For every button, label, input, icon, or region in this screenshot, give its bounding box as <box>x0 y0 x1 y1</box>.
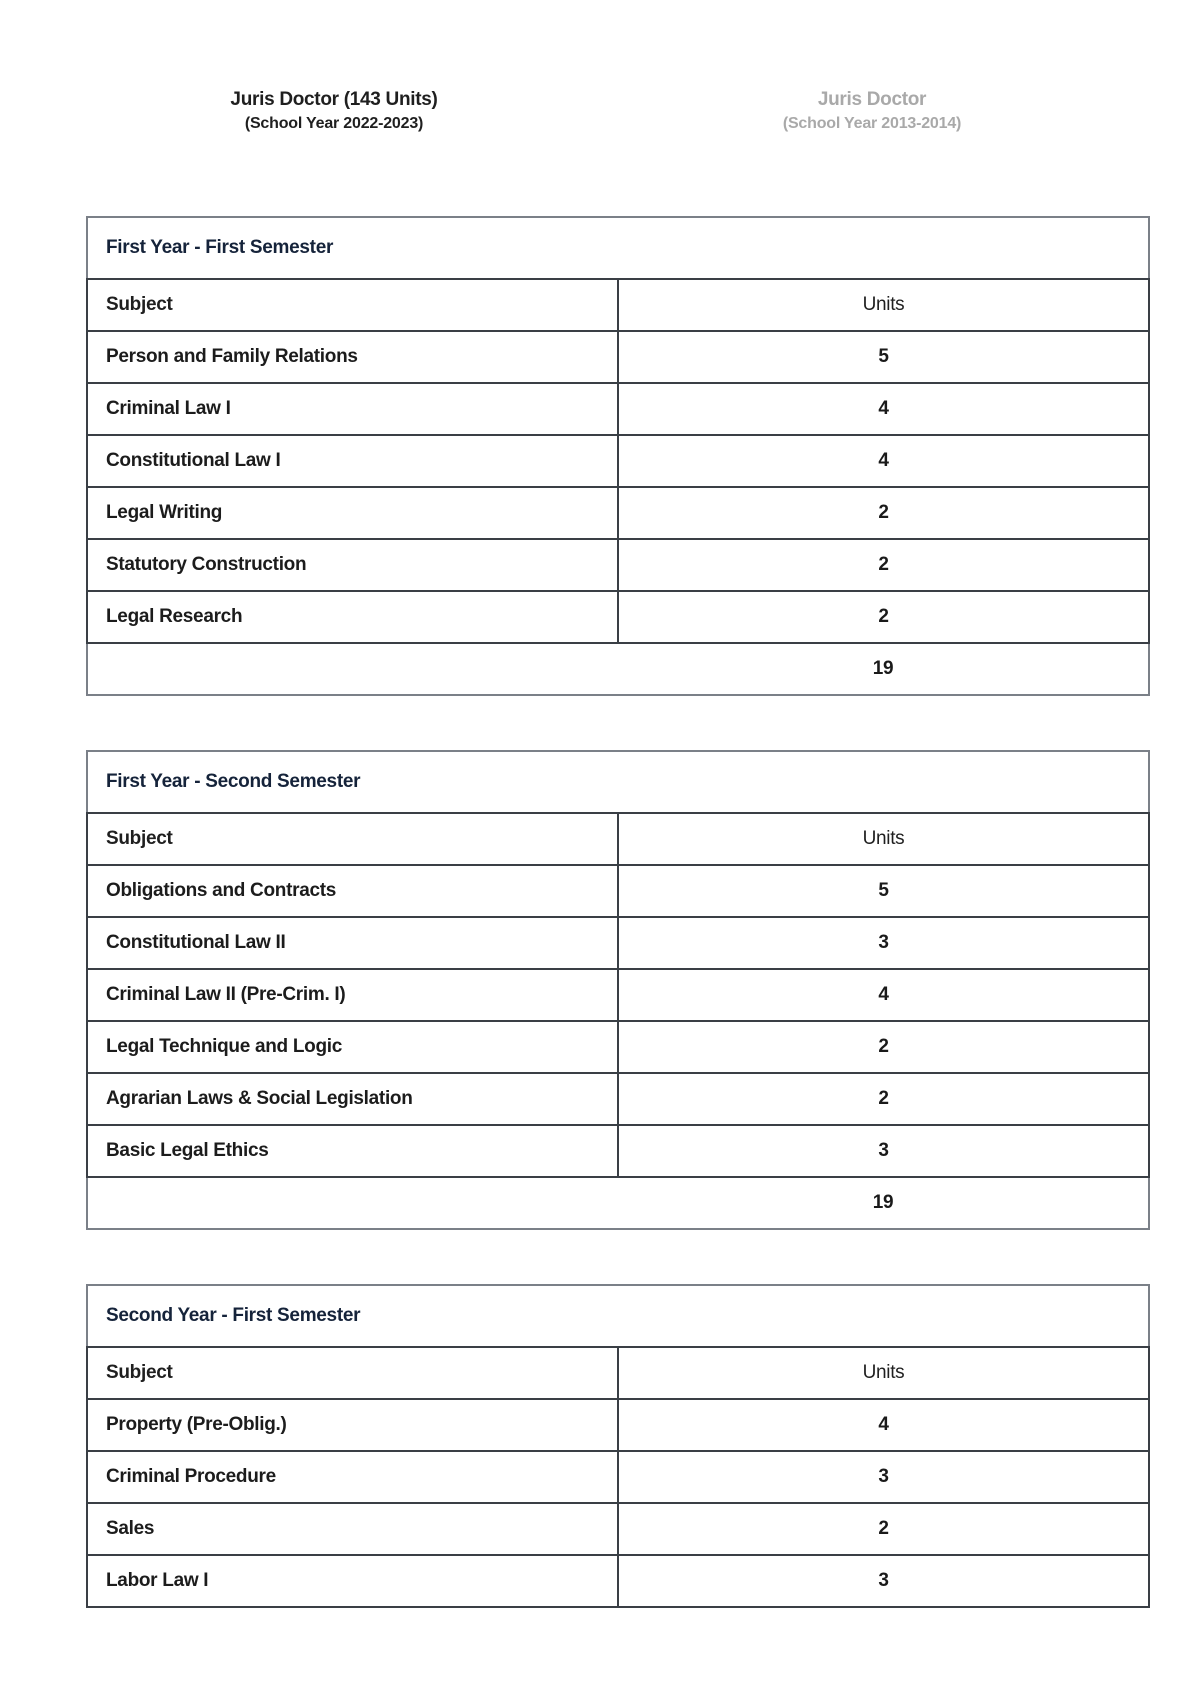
table-row <box>87 591 1149 643</box>
total-units: 19 <box>618 1177 1149 1229</box>
semester-title: Second Year - First Semester <box>87 1285 1149 1347</box>
units-cell: 4 <box>618 1399 1149 1451</box>
subject-cell: Legal Technique and Logic <box>87 1021 618 1073</box>
total-units: 19 <box>618 643 1149 695</box>
units-cell: 3 <box>618 1451 1149 1503</box>
units-cell: 2 <box>618 539 1149 591</box>
total-row <box>87 1177 1149 1229</box>
subject-cell: Constitutional Law II <box>87 917 618 969</box>
tab-subtitle: (School Year 2022-2023) <box>244 115 424 132</box>
total-label-cell <box>87 643 618 695</box>
tab-title: Juris Doctor <box>817 89 927 110</box>
table-row <box>87 435 1149 487</box>
units-column-header: Units <box>618 279 1149 331</box>
units-cell: 4 <box>618 969 1149 1021</box>
table-row <box>87 1125 1149 1177</box>
semester-title: First Year - First Semester <box>87 217 1149 279</box>
subject-cell: Legal Writing <box>87 487 618 539</box>
table-row <box>87 1021 1149 1073</box>
subject-cell: Obligations and Contracts <box>87 865 618 917</box>
table-row <box>87 1073 1149 1125</box>
units-cell: 5 <box>618 331 1149 383</box>
tab-title: Juris Doctor (143 Units) <box>230 89 438 110</box>
subject-column-header: Subject <box>87 813 618 865</box>
table-row <box>87 917 1149 969</box>
table-row <box>87 1399 1149 1451</box>
subject-cell: Sales <box>87 1503 618 1555</box>
units-cell: 2 <box>618 487 1149 539</box>
units-cell: 4 <box>618 435 1149 487</box>
table-row <box>87 865 1149 917</box>
units-cell: 2 <box>618 1021 1149 1073</box>
units-cell: 4 <box>618 383 1149 435</box>
table-row <box>87 1451 1149 1503</box>
subject-cell: Agrarian Laws & Social Legislation <box>87 1073 618 1125</box>
subject-cell: Criminal Law I <box>87 383 618 435</box>
tab-jd-2013-2014[interactable] <box>672 86 1072 135</box>
units-cell: 3 <box>618 1555 1149 1607</box>
units-cell: 2 <box>618 1073 1149 1125</box>
table-row <box>87 1555 1149 1607</box>
subject-cell: Labor Law I <box>87 1555 618 1607</box>
curriculum-tabs <box>0 86 1200 146</box>
subject-column-header: Subject <box>87 1347 618 1399</box>
units-column-header: Units <box>618 1347 1149 1399</box>
units-cell: 5 <box>618 865 1149 917</box>
total-row <box>87 643 1149 695</box>
subject-cell: Statutory Construction <box>87 539 618 591</box>
subject-cell: Property (Pre-Oblig.) <box>87 1399 618 1451</box>
subject-cell: Person and Family Relations <box>87 331 618 383</box>
subject-cell: Basic Legal Ethics <box>87 1125 618 1177</box>
tab-subtitle: (School Year 2013-2014) <box>782 115 962 132</box>
tab-jd-2022-2023[interactable] <box>134 86 534 135</box>
units-cell: 3 <box>618 917 1149 969</box>
table-row <box>87 383 1149 435</box>
table-row <box>87 331 1149 383</box>
units-column-header: Units <box>618 813 1149 865</box>
semester-title: First Year - Second Semester <box>87 751 1149 813</box>
table-row <box>87 969 1149 1021</box>
semester-table-second-year-first-sem <box>86 1284 1150 1608</box>
table-row <box>87 539 1149 591</box>
units-cell: 2 <box>618 591 1149 643</box>
total-label-cell <box>87 1177 618 1229</box>
subject-cell: Constitutional Law I <box>87 435 618 487</box>
subject-cell: Criminal Law II (Pre-Crim. I) <box>87 969 618 1021</box>
semester-table-first-year-first-sem <box>86 216 1150 696</box>
units-cell: 3 <box>618 1125 1149 1177</box>
semester-table-first-year-second-sem <box>86 750 1150 1230</box>
table-row <box>87 1503 1149 1555</box>
table-row <box>87 487 1149 539</box>
subject-cell: Criminal Procedure <box>87 1451 618 1503</box>
subject-column-header: Subject <box>87 279 618 331</box>
subject-cell: Legal Research <box>87 591 618 643</box>
units-cell: 2 <box>618 1503 1149 1555</box>
